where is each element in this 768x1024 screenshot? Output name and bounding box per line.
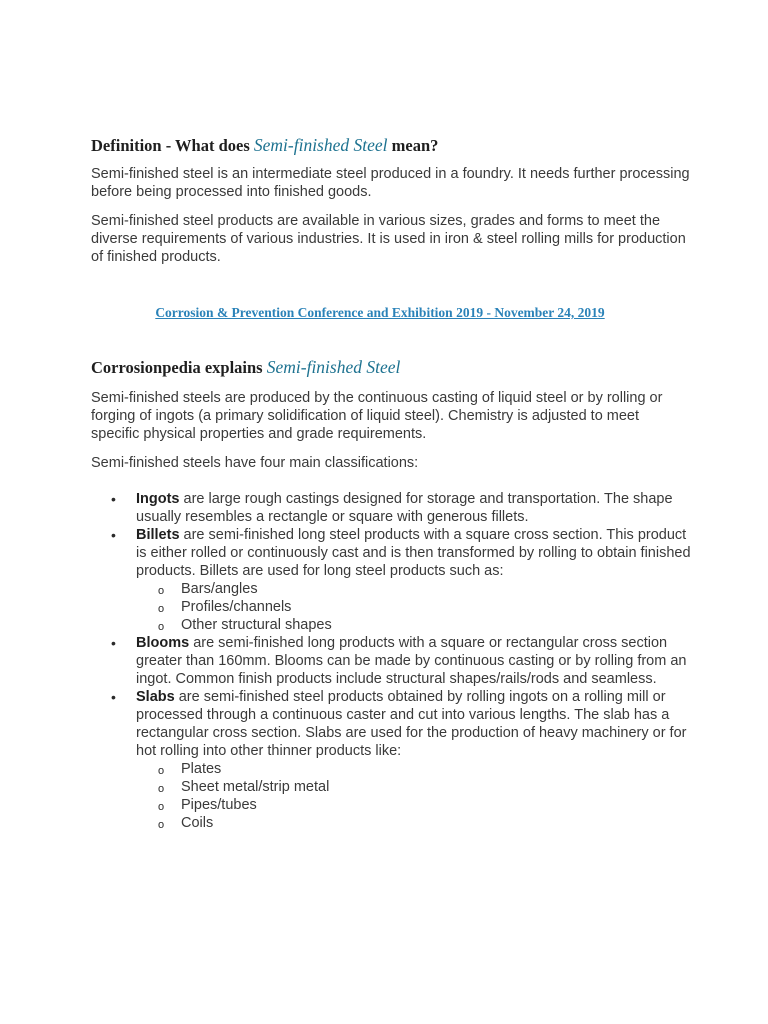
sub-list: [136, 760, 691, 832]
sub-list-item-text: Bars/angles: [181, 581, 258, 597]
explains-heading: [91, 356, 691, 379]
sub-list-item-text: Coils: [181, 815, 214, 831]
sub-list-item: [136, 598, 691, 616]
explains-heading-prefix: Corrosionpedia explains: [91, 358, 267, 377]
list-item-term: Slabs: [136, 689, 175, 705]
definition-paragraph: Semi-finished steel products are available in various sizes, grades and forms to meet the diverse requirements of various industries. It is used in iron & steel rolling mills for production of finished products.: [91, 213, 686, 265]
circle-bullet-icon: o: [158, 783, 165, 795]
list-item-text: are semi-finished long products with a square or rectangular cross section greater than 160mm. Blooms can be made by continuous casting or by rolling from an ingot. Common finish products include structural shapes/rails/rods and seamless.: [136, 635, 687, 687]
list-item-text: are large rough castings designed for storage and transportation. The shape usually resembles a rectangle or square with generous fillets.: [136, 491, 673, 525]
article: [91, 134, 691, 832]
list-item-text: are semi-finished long steel products with a square cross section. This product is either rolled or continuously cast and is then transformed by rolling to obtain finished products. Billets are used for long steel products such as:: [136, 527, 691, 579]
list-item-term: Ingots: [136, 491, 180, 507]
promo-banner: [91, 304, 669, 322]
circle-bullet-icon: o: [158, 819, 165, 831]
explains-paragraph: Semi-finished steels have four main classifications:: [91, 455, 419, 471]
sub-list: [136, 580, 691, 634]
sub-list-item-text: Sheet metal/strip metal: [181, 779, 330, 795]
bullet-icon: •: [111, 635, 116, 651]
sub-list-item: [136, 616, 691, 634]
explains-paragraph: Semi-finished steels are produced by the continuous casting of liquid steel or by rolling or forging of ingots (a primary solidification of liquid steel). Chemistry is adjusted to meet specific physical properties and grade requirements.: [91, 390, 663, 442]
definition-heading: [91, 134, 691, 157]
circle-bullet-icon: o: [158, 621, 165, 633]
bullet-icon: •: [111, 689, 116, 705]
circle-bullet-icon: o: [158, 765, 165, 777]
circle-bullet-icon: o: [158, 585, 165, 597]
definition-heading-suffix: mean?: [387, 136, 439, 155]
list-item-slabs: [91, 688, 691, 832]
definition-heading-prefix: Definition - What does: [91, 136, 254, 155]
sub-list-item: [136, 778, 691, 796]
list-item-blooms: [91, 634, 691, 688]
conference-link[interactable]: Corrosion & Prevention Conference and Exhibition 2019 - November 24, 2019: [155, 305, 605, 320]
list-item-term: Blooms: [136, 635, 190, 651]
circle-bullet-icon: o: [158, 603, 165, 615]
sub-list-item: [136, 814, 691, 832]
definition-heading-term: Semi-finished Steel: [253, 135, 388, 155]
sub-list-item: [136, 760, 691, 778]
list-item-term: Billets: [136, 527, 180, 543]
list-item-billets: [91, 526, 691, 634]
sub-list-item: [136, 580, 691, 598]
bullet-icon: •: [111, 527, 116, 543]
list-item-ingots: [91, 490, 691, 526]
sub-list-item-text: Pipes/tubes: [181, 797, 257, 813]
sub-list-item-text: Plates: [181, 761, 222, 777]
bullet-icon: •: [111, 491, 116, 507]
sub-list-item-text: Other structural shapes: [181, 617, 332, 633]
definition-paragraph: Semi-finished steel is an intermediate steel produced in a foundry. It needs further processing before being processed into finished goods.: [91, 166, 690, 200]
explains-heading-term: Semi-finished Steel: [266, 357, 401, 377]
classification-list: [91, 490, 691, 832]
list-item-text: are semi-finished steel products obtained by rolling ingots on a rolling mill or processed through a continuous caster and cut into various lengths. The slab has a rectangular cross section. Slabs are used for the production of heavy machinery or for hot rolling into other thinner products like:: [136, 689, 687, 759]
sub-list-item-text: Profiles/channels: [181, 599, 292, 615]
sub-list-item: [136, 796, 691, 814]
circle-bullet-icon: o: [158, 801, 165, 813]
